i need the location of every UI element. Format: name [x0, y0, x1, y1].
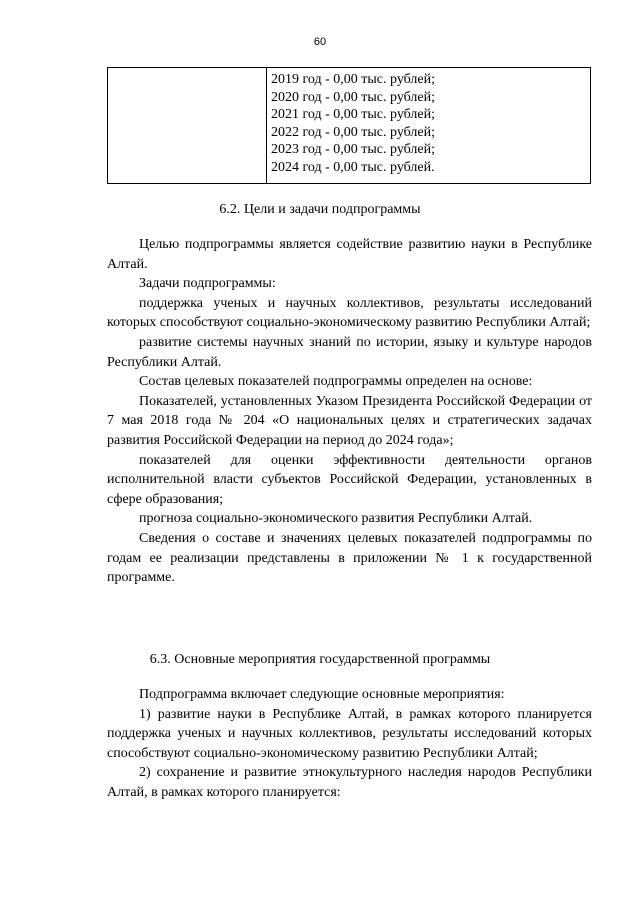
- paragraph-indicators-intro: Состав целевых показателей подпрограммы определен на основе:: [139, 374, 533, 390]
- paragraph-tasks-intro: Задачи подпрограммы:: [139, 276, 276, 292]
- paragraph-indicators-forecast: прогноза социально-экономического развития Республики Алтай.: [139, 511, 533, 527]
- financing-line-2024: 2024 год - 0,00 тыс. рублей.: [271, 159, 435, 175]
- financing-line-2023: 2023 год - 0,00 тыс. рублей;: [271, 142, 436, 158]
- paragraph-indicators-appendix: Сведения о составе и значениях целевых показателей подпрограммы по годам ее реализации представлены в приложении № 1 к государственной программе.: [107, 530, 592, 586]
- financing-line-2021: 2021 год - 0,00 тыс. рублей;: [271, 107, 436, 123]
- paragraph-indicators-decree: Показателей, установленных Указом Президента Российской Федерации от 7 мая 2018 года № 204 «О национальных целях и стратегических задачах развития Российской Федерации на период до 2024 года»;: [107, 393, 592, 448]
- financing-table-values-cell: [267, 68, 591, 184]
- paragraph-measures-intro: Подпрограмма включает следующие основные мероприятия:: [139, 687, 505, 702]
- paragraph-task-knowledge: развитие системы научных знаний по истории, языку и культуре народов Республики Алтай.: [107, 334, 592, 370]
- financing-table-label-cell: [108, 68, 267, 184]
- financing-table: [107, 67, 591, 184]
- financing-line-2019: 2019 год - 0,00 тыс. рублей;: [271, 72, 436, 87]
- section-6-3-body: [107, 685, 592, 803]
- paragraph-goal: Целью подпрограммы является содействие развитию науки в Республике Алтай.: [107, 237, 592, 272]
- section-6-3-heading: 6.3. Основные мероприятия государственной программы: [149, 652, 491, 667]
- paragraph-indicators-efficiency: показателей для оценки эффективности деятельности органов исполнительной власти субъектов Российской Федерации, установленных в сфере образования;: [107, 452, 592, 507]
- financing-line-2022: 2022 год - 0,00 тыс. рублей;: [271, 124, 436, 140]
- paragraph-measure-1: 1) развитие науки в Республике Алтай, в рамках которого планируется поддержка ученых и научных коллективов, результаты исследований которых способствуют социально-экономическому развитию Республики Алтай;: [107, 706, 592, 761]
- paragraph-measure-2: 2) сохранение и развитие этнокультурного наследия народов Республики Алтай, в рамках которого планируется:: [107, 765, 592, 800]
- page-number: 60: [313, 36, 327, 48]
- financing-line-2020: 2020 год - 0,00 тыс. рублей;: [271, 89, 436, 105]
- paragraph-task-support: поддержка ученых и научных коллективов, результаты исследований которых способствуют социально-экономическому развитию Республики Алтай;: [107, 295, 592, 331]
- section-6-2-heading: 6.2. Цели и задачи подпрограммы: [219, 202, 421, 217]
- section-6-2-body: [107, 235, 592, 588]
